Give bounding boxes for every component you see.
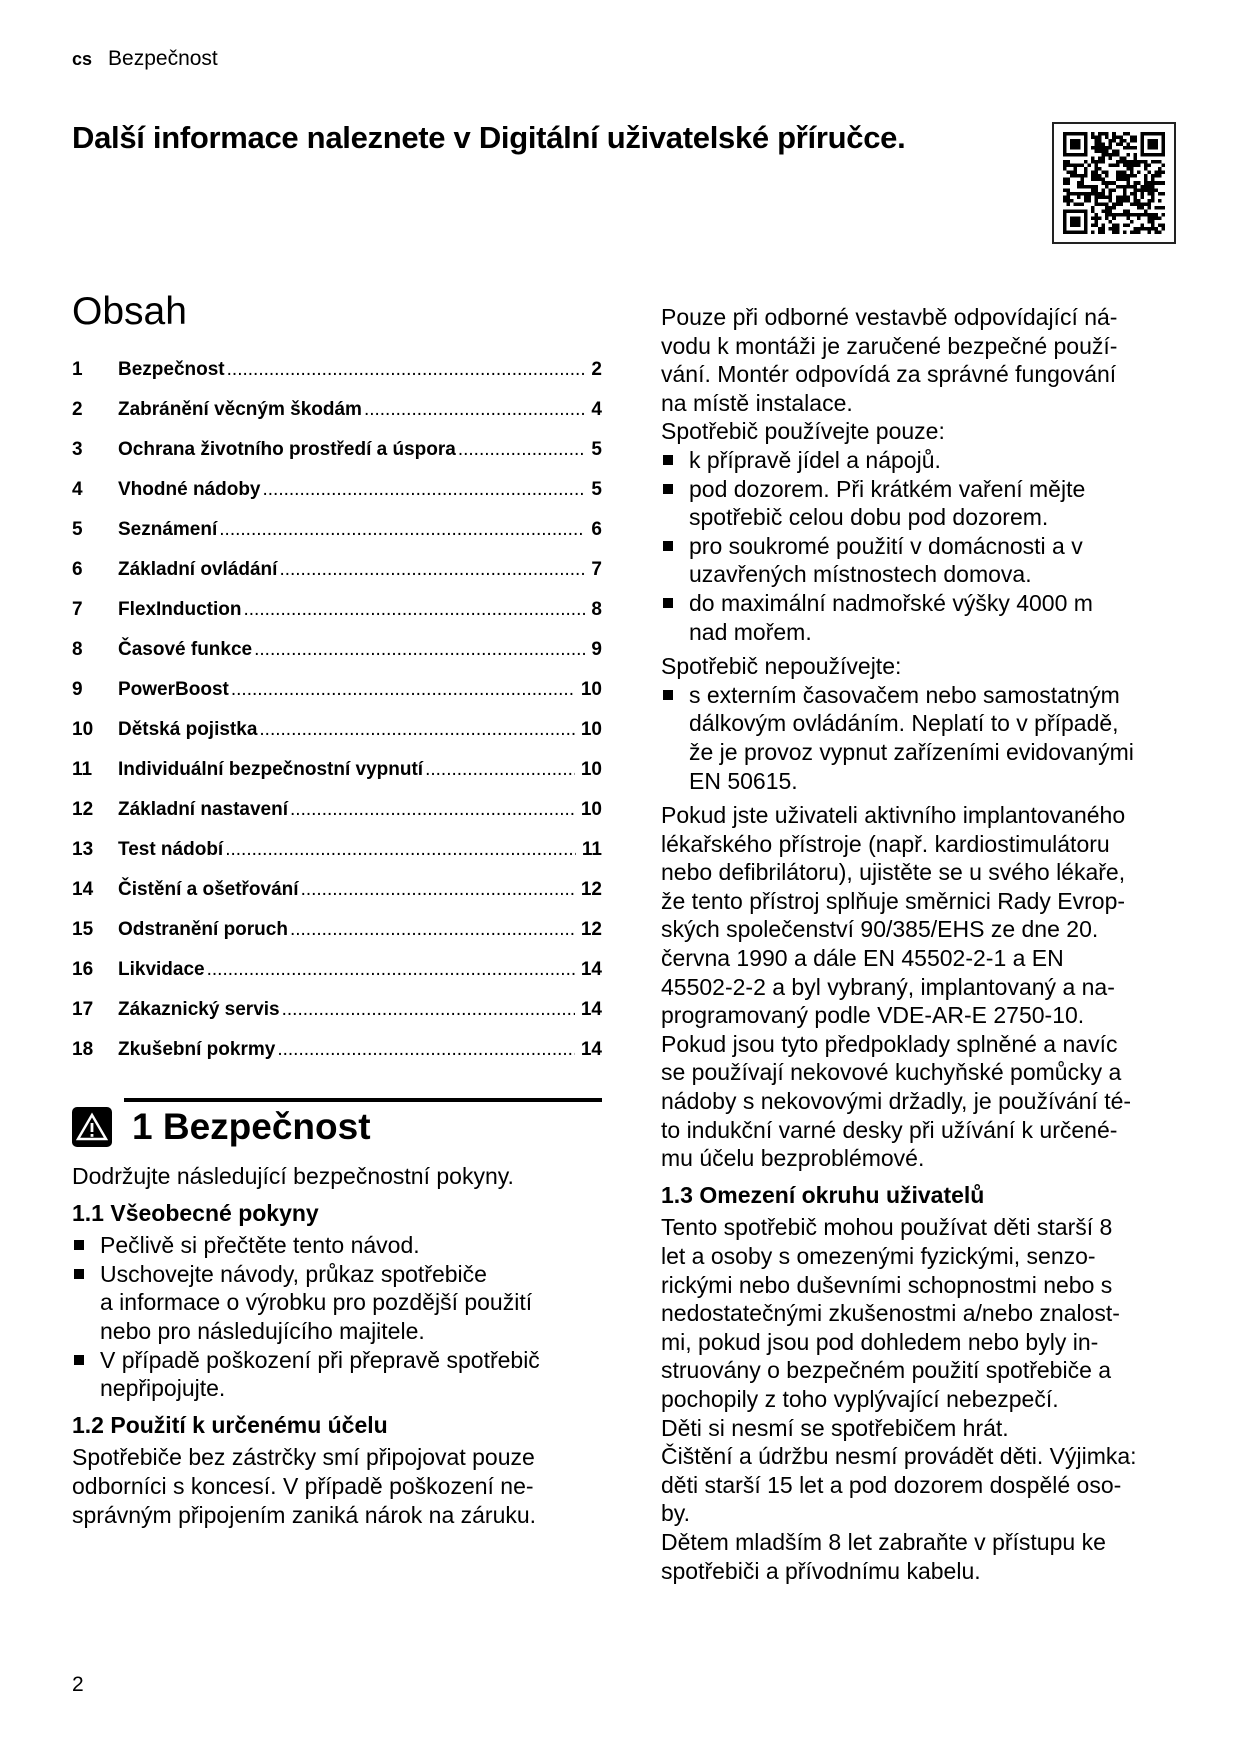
toc-leader xyxy=(254,639,585,661)
text-line: Uschovejte návody, průkaz spotřebiče xyxy=(100,1260,487,1287)
subsection-heading: 1.2 Použití k určenému účelu xyxy=(72,1411,388,1438)
paragraph xyxy=(661,1213,1201,1585)
text-line: k přípravě jídel a nápojů. xyxy=(689,446,941,473)
toc-label: Bezpečnost xyxy=(118,359,225,380)
text-line: Pouze při odborné vestavbě odpovídající ná- xyxy=(661,304,1118,330)
toc-entry[interactable] xyxy=(72,1030,602,1070)
text-line: do maximální nadmořské výšky 4000 m xyxy=(689,589,1093,616)
toc-entry[interactable] xyxy=(72,750,602,790)
toc-number: 4 xyxy=(72,479,83,500)
toc-entry[interactable] xyxy=(72,430,602,470)
text-line: spotřebiči a přívodnímu kabelu. xyxy=(661,1557,981,1584)
bullet-icon xyxy=(72,1231,100,1260)
text-line: programovaný podle VDE-AR-E 2750-10. xyxy=(661,1002,1085,1029)
toc-page: 10 xyxy=(580,799,602,820)
toc-label: Časové funkce xyxy=(118,639,253,660)
toc-entry[interactable] xyxy=(72,390,602,430)
toc-label: Základní nastavení xyxy=(118,799,289,820)
bullet-icon xyxy=(661,681,689,795)
toc-leader xyxy=(231,679,575,701)
toc-page: 6 xyxy=(591,519,602,540)
toc-label: Seznámení xyxy=(118,519,218,540)
toc-page: 12 xyxy=(580,919,602,940)
text-line: mi, pokud jsou pod dohledem nebo byly in- xyxy=(661,1328,1099,1355)
toc-leader xyxy=(290,919,575,941)
toc-leader xyxy=(301,879,575,901)
text-line: Pečlivě si přečtěte tento návod. xyxy=(100,1232,420,1259)
toc-entry[interactable] xyxy=(72,470,602,510)
toc-page: 10 xyxy=(580,679,602,700)
bullet-item xyxy=(661,589,1201,646)
header-section: Bezpečnost xyxy=(108,47,218,70)
text-line: lékařského přístroje (např. kardiostimulátoru xyxy=(661,830,1110,857)
table-of-contents xyxy=(72,350,602,1070)
text-line: uzavřených místnostech domova. xyxy=(689,561,1032,588)
toc-leader xyxy=(290,799,575,821)
text-line: vodu k montáži je zaručené bezpečné použí- xyxy=(661,332,1118,359)
text-line: mu účelu bezproblémové. xyxy=(661,1145,925,1172)
bullet-item xyxy=(72,1346,612,1403)
bullet-text xyxy=(689,681,1134,795)
bullet-icon xyxy=(661,475,689,532)
text-line: odborníci s koncesí. V případě poškození ne- xyxy=(72,1472,534,1499)
toc-number: 17 xyxy=(72,999,94,1020)
text-line: ských společenství 90/385/EHS ze dne 20. xyxy=(661,916,1099,943)
toc-number: 7 xyxy=(72,599,83,620)
toc-number: 11 xyxy=(72,759,93,780)
toc-leader xyxy=(219,519,585,541)
toc-label: Vhodné nádoby xyxy=(118,479,261,500)
toc-number: 15 xyxy=(72,919,94,940)
right-column-body xyxy=(661,303,1201,1585)
page-number: 2 xyxy=(72,1673,84,1696)
paragraph xyxy=(661,303,1201,446)
toc-label: PowerBoost xyxy=(118,679,229,700)
toc-label: Zkušební pokrmy xyxy=(118,1039,276,1060)
toc-number: 12 xyxy=(72,799,94,820)
bullet-text xyxy=(100,1260,532,1346)
toc-page: 5 xyxy=(591,439,602,460)
toc-number: 2 xyxy=(72,399,83,420)
warning-icon xyxy=(72,1107,112,1147)
bullet-icon xyxy=(661,446,689,475)
toc-page: 4 xyxy=(591,399,602,420)
toc-page: 5 xyxy=(591,479,602,500)
toc-entry[interactable] xyxy=(72,830,602,870)
toc-label: Zákaznický servis xyxy=(118,999,280,1020)
toc-number: 1 xyxy=(72,359,83,380)
toc-label: Likvidace xyxy=(118,959,205,980)
toc-number: 3 xyxy=(72,439,83,460)
section-intro: Dodržujte následující bezpečnostní pokyny. xyxy=(72,1163,514,1189)
text-line: s externím časovačem nebo samostatným xyxy=(689,681,1120,708)
toc-leader xyxy=(263,479,586,501)
toc-page: 11 xyxy=(581,839,602,860)
toc-entry[interactable] xyxy=(72,910,602,950)
text-line: nedostatečnými zkušenostmi a/nebo znalost- xyxy=(661,1300,1120,1327)
bullet-item xyxy=(661,681,1201,795)
bullet-icon xyxy=(661,589,689,646)
toc-leader xyxy=(259,719,574,741)
text-line: nepřipojujte. xyxy=(100,1375,226,1402)
text-line: že je provoz vypnut zařízeními evidovanými xyxy=(689,738,1134,765)
bullet-text xyxy=(689,446,941,475)
text-line: nádoby s nekovovými držadly, je používání té- xyxy=(661,1088,1132,1115)
text-line: Dětem mladším 8 let zabraňte v přístupu ke xyxy=(661,1528,1106,1555)
text-line: Čištění a údržbu nesmí provádět děti. Výjimka: xyxy=(661,1443,1137,1470)
toc-page: 7 xyxy=(591,559,602,580)
toc-leader xyxy=(458,439,586,461)
bullet-text xyxy=(689,589,1093,646)
subsection-heading: 1.3 Omezení okruhu uživatelů xyxy=(661,1181,985,1208)
paragraph xyxy=(661,652,1201,681)
text-line: června 1990 a dále EN 45502-2-1 a EN xyxy=(661,945,1064,972)
toc-entry[interactable] xyxy=(72,590,602,630)
toc-label: Čistění a ošetřování xyxy=(118,879,299,900)
bullet-text xyxy=(689,532,1083,589)
text-line: Pokud jsou tyto předpoklady splněné a navíc xyxy=(661,1030,1118,1057)
toc-page: 8 xyxy=(591,599,602,620)
paragraph xyxy=(72,1443,612,1529)
text-line: nebo pro následujícího majitele. xyxy=(100,1317,425,1344)
text-line: to indukční varné desky při užívání k určené- xyxy=(661,1116,1118,1143)
text-line: správným připojením zaniká nárok na záruku. xyxy=(72,1501,537,1528)
section-1-header xyxy=(72,1098,602,1148)
toc-leader xyxy=(282,999,575,1021)
bullet-text xyxy=(689,475,1085,532)
bullet-icon xyxy=(72,1346,100,1403)
toc-page: 2 xyxy=(591,359,602,380)
text-line: Děti si nesmí se spotřebičem hrát. xyxy=(661,1414,1009,1441)
toc-leader xyxy=(279,559,585,581)
toc-entry[interactable] xyxy=(72,630,602,670)
subsection-heading: 1.1 Všeobecné pokyny xyxy=(72,1199,319,1226)
toc-entry[interactable] xyxy=(72,950,602,990)
toc-entry[interactable] xyxy=(72,670,602,710)
toc-leader xyxy=(364,399,585,421)
bullet-item xyxy=(72,1231,612,1260)
text-line: Spotřebiče bez zástrčky smí připojovat pouze xyxy=(72,1444,535,1471)
toc-label: Zabránění věcným škodám xyxy=(118,399,362,420)
toc-leader xyxy=(277,1039,575,1061)
toc-leader xyxy=(225,839,576,861)
toc-number: 8 xyxy=(72,639,83,660)
toc-entry[interactable] xyxy=(72,870,602,910)
toc-number: 6 xyxy=(72,559,83,580)
toc-label: Odstranění poruch xyxy=(118,919,288,940)
bullet-text xyxy=(100,1231,420,1260)
section-rule xyxy=(124,1098,602,1102)
bullet-item xyxy=(72,1260,612,1346)
text-line: nad mořem. xyxy=(689,618,812,645)
toc-page: 14 xyxy=(580,999,602,1020)
toc-number: 16 xyxy=(72,959,94,980)
text-line: vání. Montér odpovídá za správné fungování xyxy=(661,361,1117,388)
text-line: Pokud jste uživateli aktivního implantovaného xyxy=(661,802,1126,829)
toc-number: 13 xyxy=(72,839,94,860)
text-line: a informace o výrobku pro pozdější použití xyxy=(100,1289,533,1316)
toc-label: Individuální bezpečnostní vypnutí xyxy=(118,759,424,780)
text-line: 45502-2-2 a byl vybraný, implantovaný a na- xyxy=(661,973,1115,1000)
text-line: EN 50615. xyxy=(689,767,798,794)
toc-number: 18 xyxy=(72,1039,94,1060)
text-line: že tento přístroj splňuje směrnici Rady Evrop- xyxy=(661,887,1126,914)
toc-page: 10 xyxy=(580,759,602,780)
toc-page: 14 xyxy=(580,959,602,980)
toc-page: 12 xyxy=(580,879,602,900)
toc-entry[interactable] xyxy=(72,350,602,390)
text-line: rickými nebo duševními schopnostmi nebo s xyxy=(661,1271,1113,1298)
bullet-text xyxy=(100,1346,540,1403)
toc-entry[interactable] xyxy=(72,510,602,550)
text-line: pochopily z toho vyplývající nebezpečí. xyxy=(661,1385,1059,1412)
toc-entry[interactable] xyxy=(72,710,602,750)
toc-label: Dětská pojistka xyxy=(118,719,258,740)
left-column-body xyxy=(72,1162,612,1529)
page-title: Další informace naleznete v Digitální uživatelské příručce. xyxy=(72,120,906,155)
text-line: děti starší 15 let a pod dozorem dospělé oso- xyxy=(661,1471,1122,1498)
text-line: Spotřebič používejte pouze: xyxy=(661,418,945,445)
text-line: Spotřebič nepoužívejte: xyxy=(661,653,902,680)
text-line: na místě instalace. xyxy=(661,389,853,416)
running-header xyxy=(72,47,218,71)
toc-number: 5 xyxy=(72,519,83,540)
text-line: struovány o bezpečném použití spotřebiče a xyxy=(661,1357,1112,1384)
text-line: pod dozorem. Při krátkém vaření mějte xyxy=(689,475,1086,502)
toc-label: Ochrana životního prostředí a úspora xyxy=(118,439,456,460)
bullet-item xyxy=(661,532,1201,589)
toc-leader xyxy=(227,359,586,381)
bullet-icon xyxy=(661,532,689,589)
text-line: V případě poškození při přepravě spotřebič xyxy=(100,1346,540,1373)
toc-page: 10 xyxy=(580,719,602,740)
section-1-title: 1 Bezpečnost xyxy=(132,1106,371,1147)
toc-heading: Obsah xyxy=(72,290,187,333)
text-line: by. xyxy=(661,1500,690,1527)
toc-leader xyxy=(244,599,586,621)
toc-label: FlexInduction xyxy=(118,599,242,620)
text-line: spotřebič celou dobu pod dozorem. xyxy=(689,504,1049,531)
bullet-item xyxy=(661,446,1201,475)
toc-label: Test nádobí xyxy=(118,839,224,860)
qr-code[interactable] xyxy=(1052,122,1176,244)
text-line: let a osoby s omezenými fyzickými, senzo- xyxy=(661,1243,1096,1269)
text-line: dálkovým ovládáním. Neplatí to v případě, xyxy=(689,710,1119,737)
toc-entry[interactable] xyxy=(72,990,602,1030)
bullet-icon xyxy=(72,1260,100,1346)
text-line: pro soukromé použití v domácnosti a v xyxy=(689,532,1083,559)
text-line: Tento spotřebič mohou používat děti starší 8 xyxy=(661,1214,1113,1241)
toc-page: 14 xyxy=(580,1039,602,1060)
toc-entry[interactable] xyxy=(72,550,602,590)
text-line: se používají nekovové kuchyňské pomůcky a xyxy=(661,1059,1122,1086)
toc-entry[interactable] xyxy=(72,790,602,830)
toc-leader xyxy=(425,759,575,781)
paragraph xyxy=(661,801,1201,1173)
text-line: nebo defibrilátoru), ujistěte se u svého lékaře, xyxy=(661,859,1126,886)
toc-label: Základní ovládání xyxy=(118,559,278,580)
toc-number: 14 xyxy=(72,879,94,900)
toc-number: 10 xyxy=(72,719,94,740)
toc-page: 9 xyxy=(591,639,602,660)
bullet-item xyxy=(661,475,1201,532)
language-code: cs xyxy=(72,49,93,69)
toc-leader xyxy=(207,959,575,981)
toc-number: 9 xyxy=(72,679,83,700)
